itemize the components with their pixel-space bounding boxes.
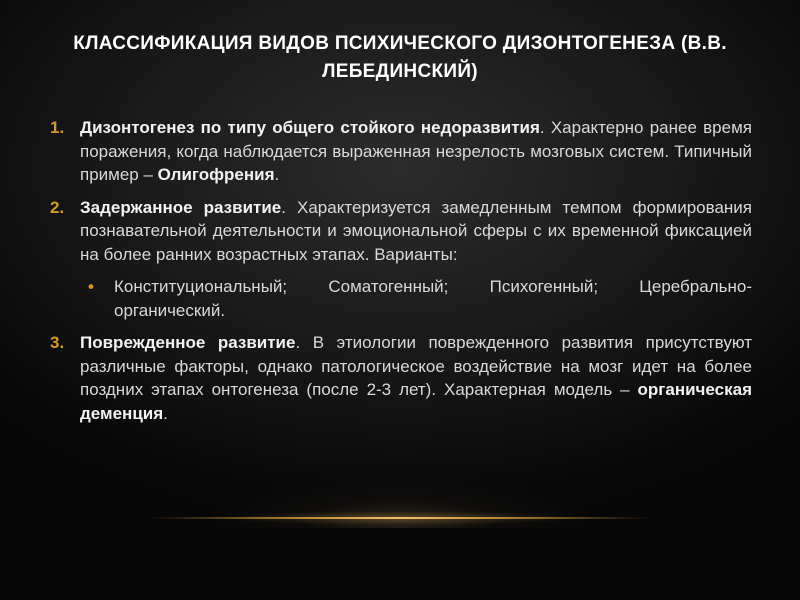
item-end: . xyxy=(163,403,168,423)
item-example: органическая деменция xyxy=(80,380,752,423)
item-term: Дизонтогенез по типу общего стойкого недоразвития xyxy=(80,118,540,137)
slide-content xyxy=(50,116,752,434)
item-term: Задержанное развитие xyxy=(80,197,282,217)
item-example: Олигофрения xyxy=(157,165,275,184)
list-item-2 xyxy=(50,196,752,267)
item-end: . xyxy=(274,165,280,184)
item-text: . Характеризуется замедленным темпом формирования познавательной деятельности и эмоциональной сферы с их временной фиксацией на более ранних возрастных этапах. Варианты: xyxy=(80,197,752,264)
list-item-3 xyxy=(50,331,752,425)
item-text: . В этиологии поврежденного развития присутствуют различные факторы, однако патологическое воздействие на мозг идет на более поздних этапах онтогенеза (после 2-3 лет). Характерная модель – xyxy=(80,333,752,399)
item-term: Поврежденное развитие xyxy=(80,333,296,352)
list-number: 1. xyxy=(50,118,65,137)
list-number: 2. xyxy=(50,197,65,217)
sub-list-item xyxy=(50,275,752,322)
list-number: 3. xyxy=(50,333,65,352)
slide-title: КЛАССИФИКАЦИЯ ВИДОВ ПСИХИЧЕСКОГО ДИЗОНТОГЕНЕЗА (В.В. ЛЕБЕДИНСКИЙ) xyxy=(73,33,727,82)
horizon-line xyxy=(150,517,650,519)
item-text: . Характерно ранее время поражения, когда наблюдается выраженная незрелость мозговых систем. Типичный пример – xyxy=(80,118,752,184)
list-item-1 xyxy=(50,116,752,187)
sub-item-text: Конституциональный; Соматогенный; Психогенный; Церебрально-органический. xyxy=(114,277,752,320)
bullet-icon: • xyxy=(88,277,94,296)
